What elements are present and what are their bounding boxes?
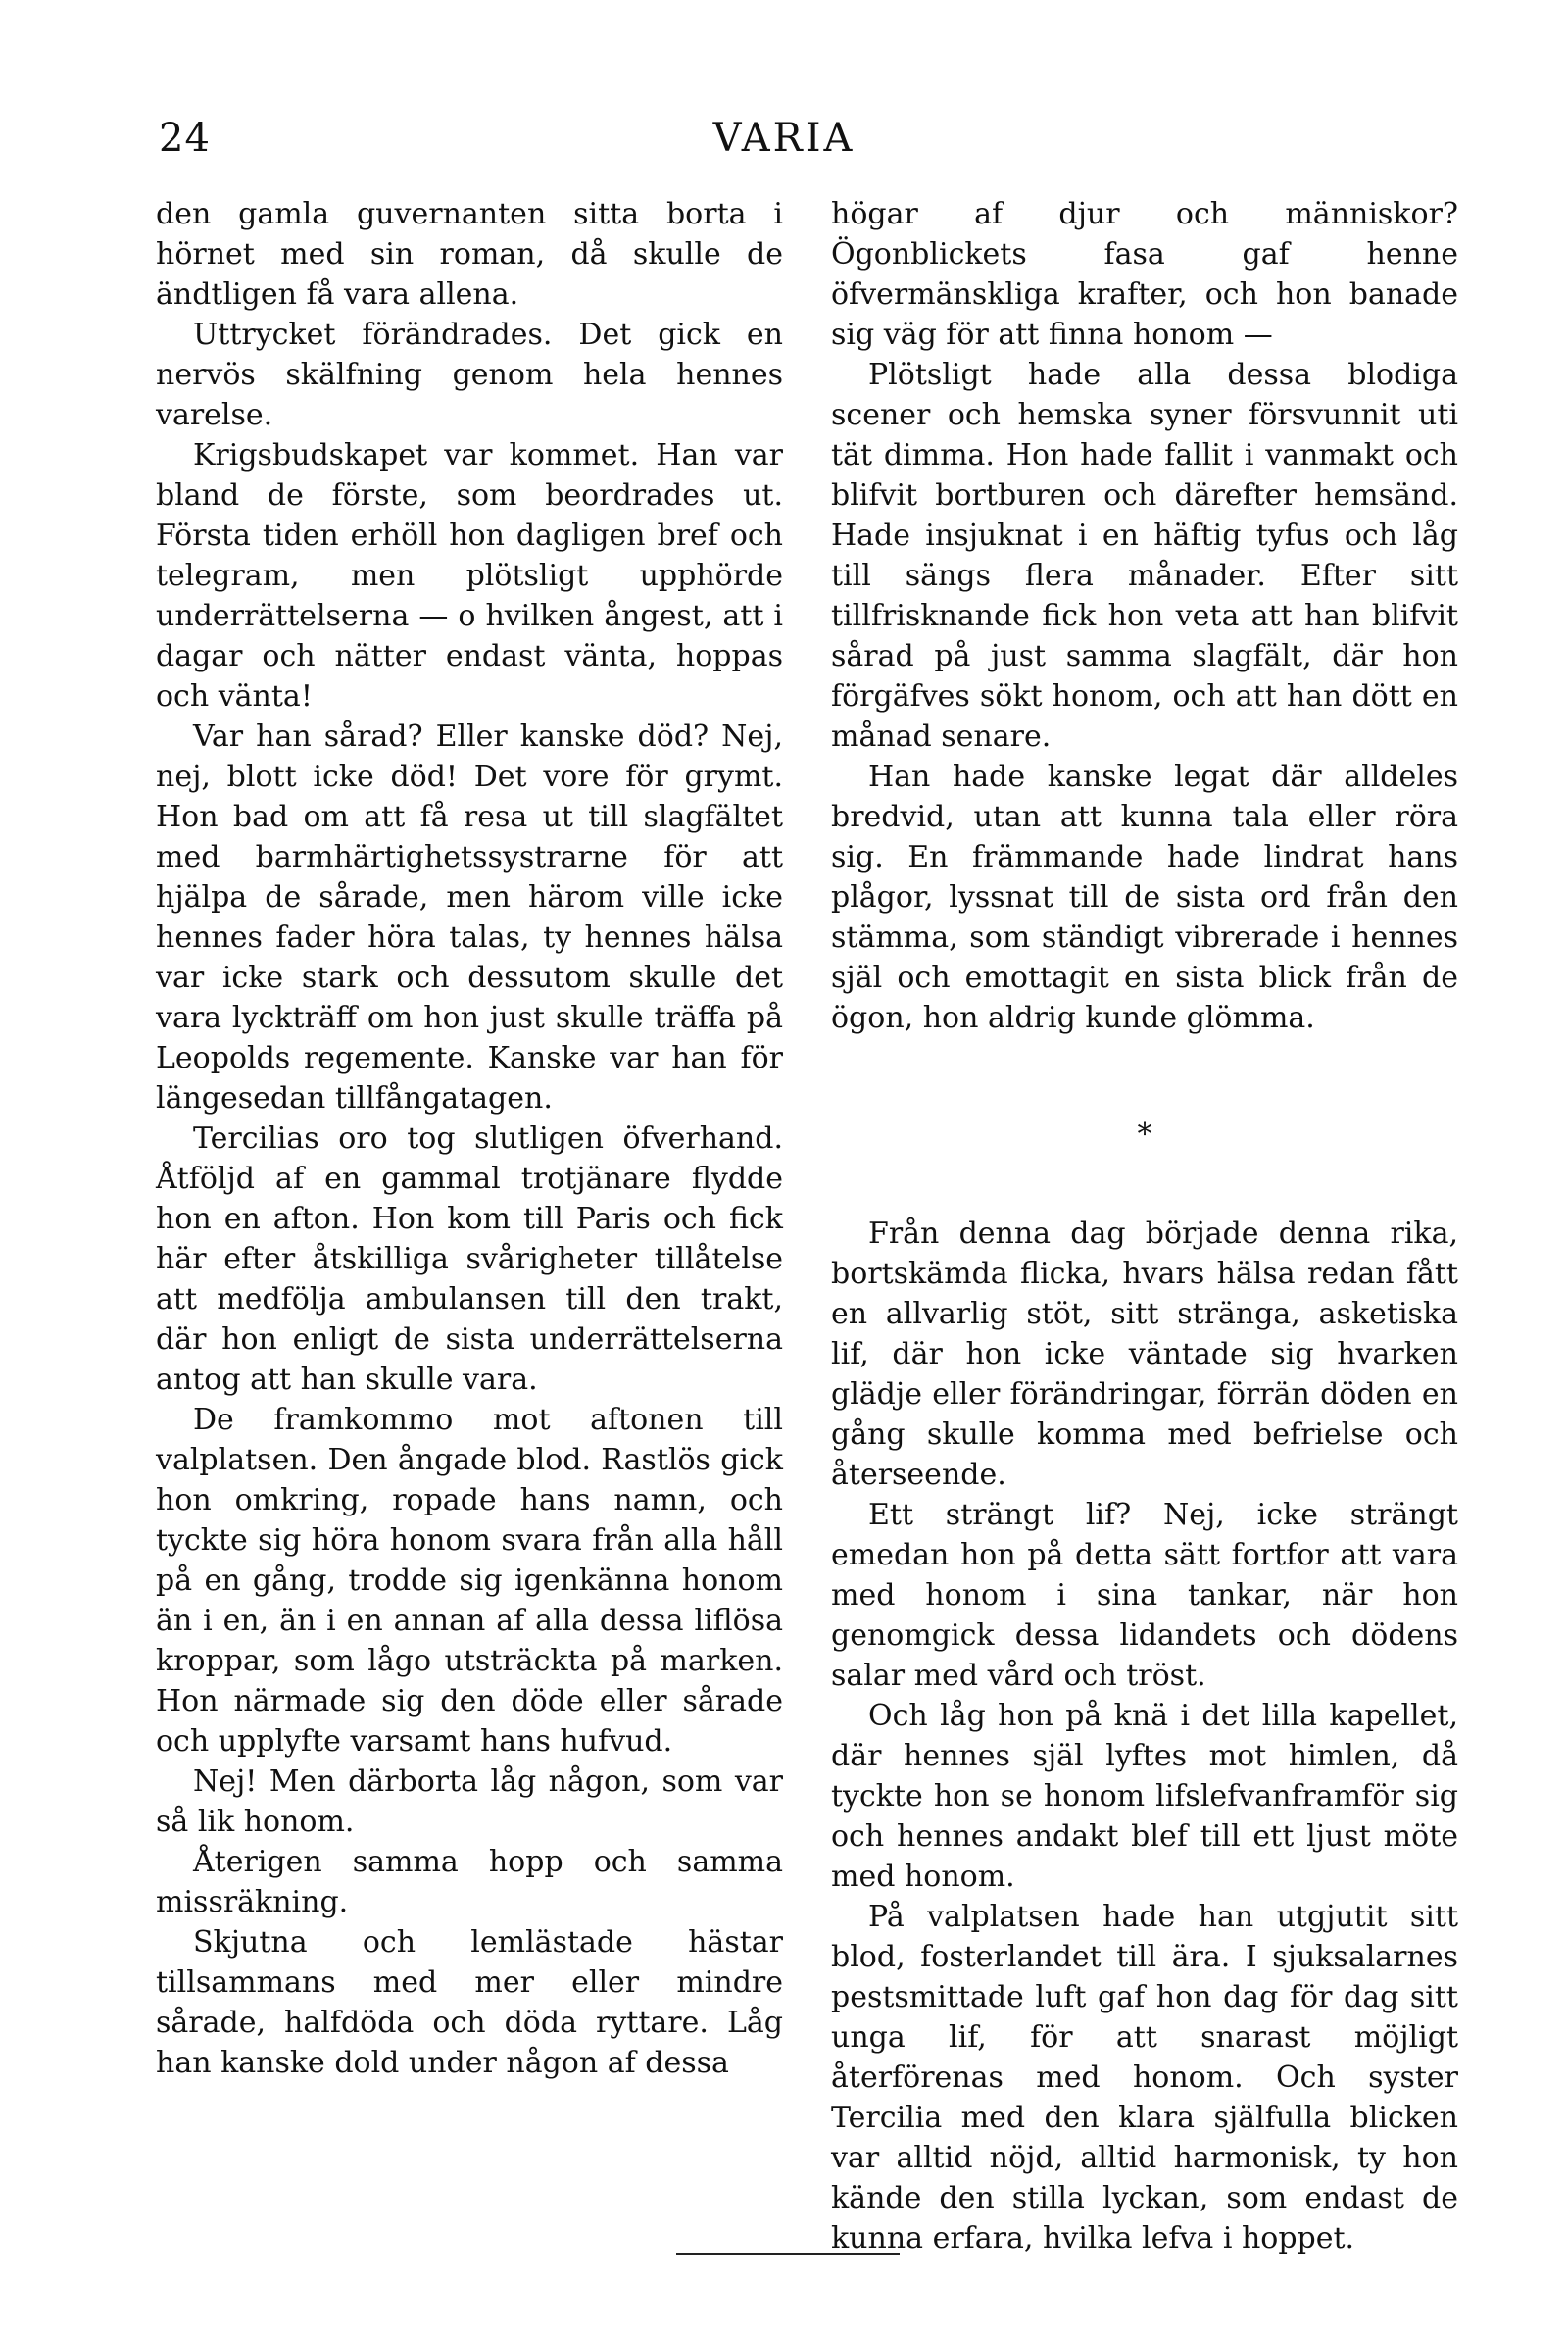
paragraph: Plötsligt hade alla dessa blodiga scener och hemska syner försvunnit uti tät dimma. Hon hade fallit i vanmakt och blifvit bortburen och därefter hemsänd. Hade insjuknat i en häftig tyfus och låg till sängs flera månader. Efter sitt tillfrisknande fick hon veta att han blifvit sårad på just samma slagfält, där hon förgäfves sökt honom, och att han dött en månad senare. [831, 358, 1458, 754]
left-column [156, 194, 783, 2083]
page-number: 24 [159, 116, 211, 161]
paragraph: Tercilias oro tog slutligen öfverhand. Åtföljd af en gammal trotjänare flydde hon en afton. Hon kom till Paris och fick här efter åtskilliga svårigheter tillåtelse att medfölja ambulansen till den trakt, där hon enligt de sista underrättelserna antog att han skulle vara. [156, 1121, 783, 1397]
running-head: VARIA [712, 116, 856, 161]
paragraph: Från denna dag började denna rika, bortskämda flicka, hvars hälsa redan fått en allvarlig stöt, sitt stränga, asketiska lif, där hon icke väntade sig hvarken glädje eller förändringar, förrän döden en gång skulle komma med befrielse och återseende. [831, 1217, 1458, 1492]
paragraph: den gamla guvernanten sitta borta i hörnet med sin roman, då skulle de ändtligen få vara allena. [156, 197, 783, 312]
right-column [831, 194, 1458, 2259]
paragraph: högar af djur och människor? Ögonblickets fasa gaf henne öfvermänskliga krafter, och hon banade sig väg för att finna honom — [831, 197, 1458, 352]
paragraph: Han hade kanske legat där alldeles bredvid, utan att kunna tala eller röra sig. En främmande hade lindrat hans plågor, lyssnat till de sista ord från den stämma, som ständigt vibrerade i hennes själ och emottagit en sista blick från de ögon, hon aldrig kunde glömma. [831, 760, 1458, 1035]
paragraph: Krigsbudskapet var kommet. Han var bland de förste, som beordrades ut. Första tiden erhöll hon dagligen bref och telegram, men plötsligt upphörde underrättelserna — o hvilken ångest, att i dagar och nätter endast vänta, hoppas och vänta! [156, 438, 783, 714]
paragraph: Återigen samma hopp och samma missräkning. [156, 1845, 783, 1919]
paragraph: På valplatsen hade han utgjutit sitt blod, fosterlandet till ära. I sjuksalarnes pestsmittade luft gaf hon dag för dag sitt unga lif, för att snarast möjligt återförenas med honom. Och syster Tercilia med den klara själfulla blicken var alltid nöjd, alltid harmonisk, ty hon kände den stilla lyckan, som endast de kunna erfara, hvilka lefva i hoppet. [831, 1900, 1458, 2256]
paragraph: Var han sårad? Eller kanske död? Nej, nej, blott icke död! Det vore för grymt. Hon bad om att få resa ut till slagfältet med barmhärtighetssystrarne för att hjälpa de sårade, men härom ville icke hennes fader höra talas, ty hennes hälsa var icke stark och dessutom skulle det vara lyckträff om hon just skulle träffa på Leopolds regemente. Kanske var han för längesedan tillfångatagen. [156, 720, 783, 1116]
paragraph: Uttrycket förändrades. Det gick en nervös skälfning genom hela hennes varelse. [156, 318, 783, 432]
footer-rule [676, 2253, 900, 2255]
paragraph: Nej! Men därborta låg någon, som var så lik honom. [156, 1764, 783, 1839]
paragraph: Och låg hon på knä i det lilla kapellet, där hennes själ lyftes mot himlen, då tyckte hon se honom lifslefvanframför sig och hennes andakt blef till ett ljust möte med honom. [831, 1699, 1458, 1894]
section-break-asterisk: * [1137, 1117, 1152, 1152]
paragraph: Skjutna och lemlästade hästar tillsammans med mer eller mindre sårade, halfdöda och döda ryttare. Låg han kanske dold under någon af dessa [156, 1925, 783, 2080]
paragraph: Ett strängt lif? Nej, icke strängt emedan hon på detta sätt fortfor att vara med honom i sina tankar, när hon genomgick dessa lidandets och dödens salar med vård och tröst. [831, 1498, 1458, 1693]
paragraph: De framkommo mot aftonen till valplatsen. Den ångade blod. Rastlös gick hon omkring, ropade hans namn, och tyckte sig höra honom svara från alla håll på en gång, trodde sig igenkänna honom än i en, än i en annan af alla dessa liflösa kroppar, som lågo utsträckta på marken. Hon närmade sig den döde eller sårade och upplyfte varsamt hans hufvud. [156, 1403, 783, 1759]
